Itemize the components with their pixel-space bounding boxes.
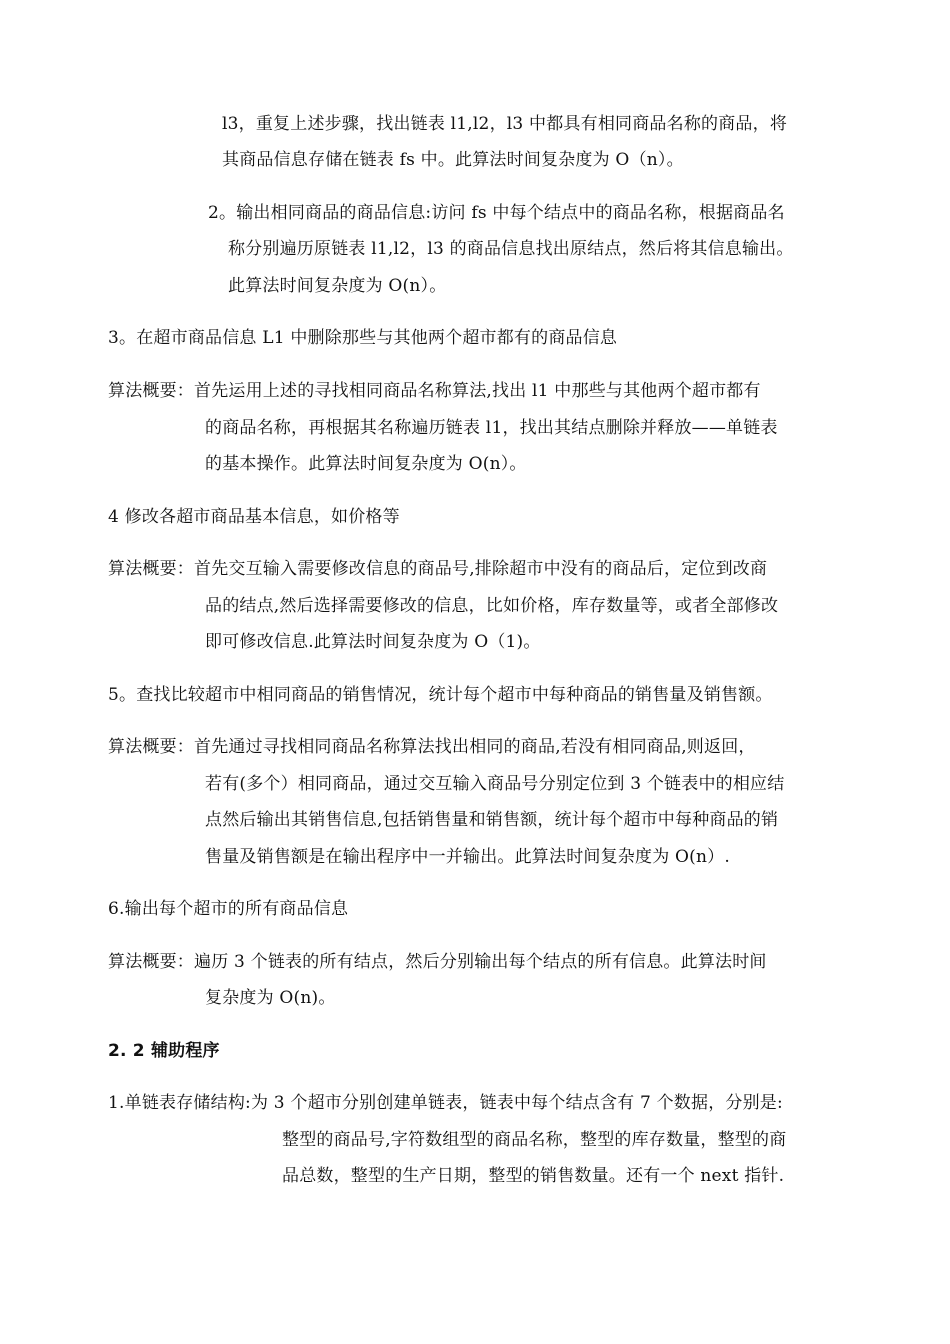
- paragraph-line: 算法概要：首先运用上述的寻找相同商品名称算法,找出 l1 中那些与其他两个超市都有: [108, 381, 761, 401]
- paragraph-line: 其商品信息存储在链表 fs 中。此算法时间复杂度为 O（n）。: [222, 150, 684, 170]
- item-heading: 4 修改各超市商品基本信息，如价格等: [108, 507, 400, 527]
- paragraph-line: 2。输出相同商品的商品信息:访问 fs 中每个结点中的商品名称，根据商品名: [208, 203, 785, 223]
- paragraph-line: 品总数，整型的生产日期，整型的销售数量。还有一个 next 指针.: [282, 1166, 785, 1186]
- paragraph-line: 算法概要：遍历 3 个链表的所有结点，然后分别输出每个结点的所有信息。此算法时间: [108, 952, 767, 972]
- paragraph-line: 1.单链表存储结构:为 3 个超市分别创建单链表，链表中每个结点含有 7 个数据，分别是:: [108, 1093, 783, 1113]
- paragraph-line: 整型的商品号,字符数组型的商品名称，整型的库存数量，整型的商: [282, 1130, 787, 1150]
- paragraph-line: 即可修改信息.此算法时间复杂度为 O（1)。: [205, 632, 541, 652]
- paragraph-line: 算法概要：首先通过寻找相同商品名称算法找出相同的商品,若没有相同商品,则返回，: [108, 737, 756, 757]
- item-heading: 6.输出每个超市的所有商品信息: [108, 899, 349, 919]
- paragraph-line: 复杂度为 O(n)。: [205, 988, 336, 1008]
- paragraph-line: 售量及销售额是在输出程序中一并输出。此算法时间复杂度为 O(n）.: [205, 847, 730, 867]
- paragraph-line: l3，重复上述步骤，找出链表 l1,l2，l3 中都具有相同商品名称的商品，将: [222, 114, 788, 134]
- paragraph-line: 品的结点,然后选择需要修改的信息，比如价格，库存数量等，或者全部修改: [205, 596, 779, 616]
- paragraph-line: 此算法时间复杂度为 O(n）。: [228, 276, 447, 296]
- paragraph-line: 若有(多个）相同商品，通过交互输入商品号分别定位到 3 个链表中的相应结: [205, 774, 785, 794]
- item-heading: 5。查找比较超市中相同商品的销售情况，统计每个超市中每种商品的销售量及销售额。: [108, 685, 773, 705]
- paragraph-line: 的基本操作。此算法时间复杂度为 O(n）。: [205, 454, 527, 474]
- paragraph-line: 称分别遍历原链表 l1,l2，l3 的商品信息找出原结点，然后将其信息输出。: [228, 239, 794, 259]
- paragraph-line: 算法概要：首先交互输入需要修改信息的商品号,排除超市中没有的商品后，定位到改商: [108, 559, 768, 579]
- section-heading: 2. 2 辅助程序: [108, 1041, 220, 1061]
- paragraph-line: 的商品名称，再根据其名称遍历链表 l1，找出其结点删除并释放——单链表: [205, 418, 778, 438]
- item-heading: 3。在超市商品信息 L1 中删除那些与其他两个超市都有的商品信息: [108, 328, 618, 348]
- paragraph-line: 点然后输出其销售信息,包括销售量和销售额，统计每个超市中每种商品的销: [205, 810, 779, 830]
